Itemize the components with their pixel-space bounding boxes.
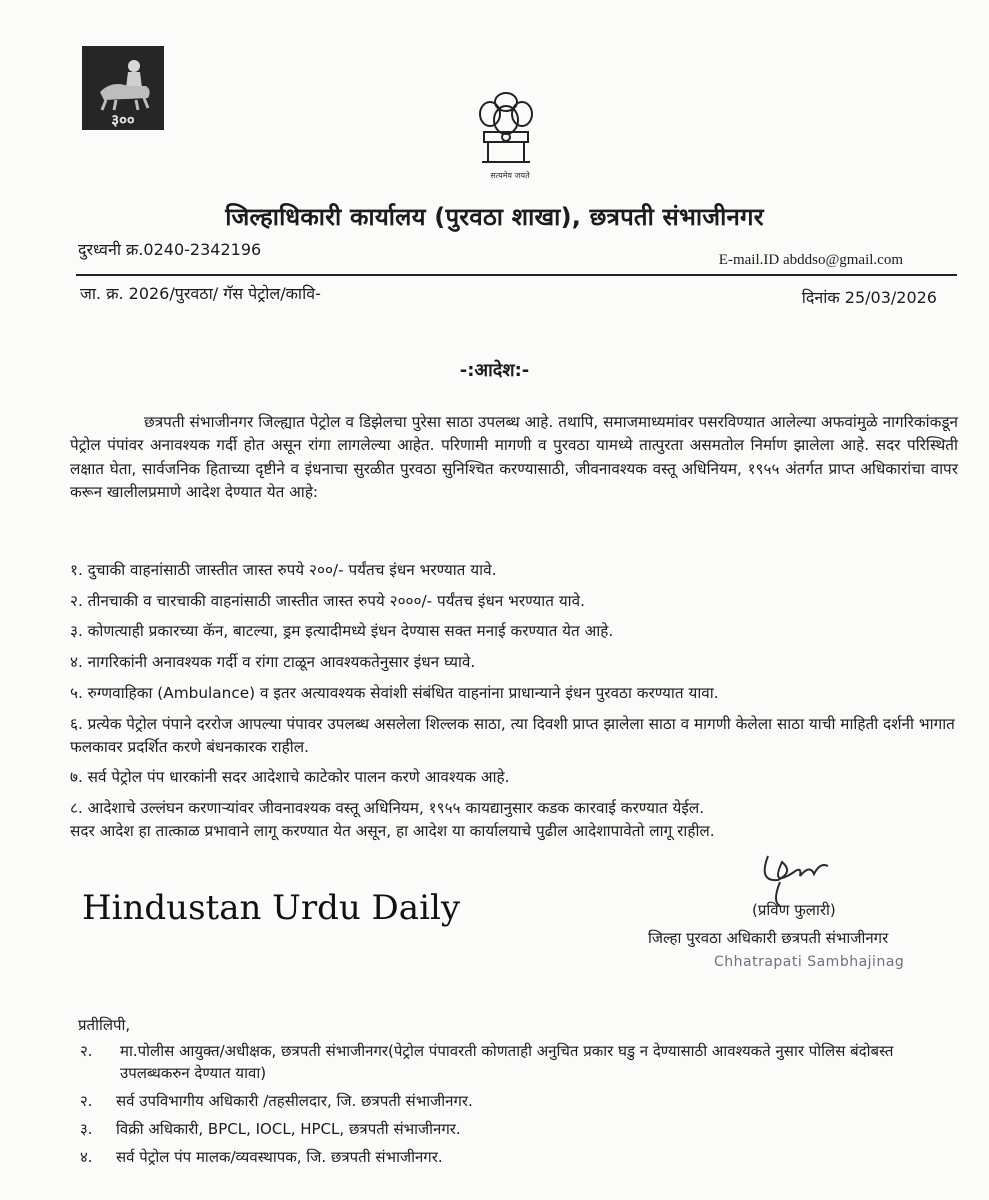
order-intro-paragraph: छत्रपती संभाजीनगर जिल्ह्यात पेट्रोल व डिझेलचा पुरेसा साठा उपलब्ध आहे. तथापि, समाजमाध्यमांवर पसरविण्यात आलेल्या अफवांमुळे नागरिकांकडून पेट्रोल पंपांवर अनावश्यक गर्दी होत असून रांगा लागलेल्या आहेत. परिणामी मागणी व पुरवठा यामध्ये तात्पुरता असमतोल निर्माण झालेला आहे. सदर परिस्थिती लक्षात घेता, सार्वजनिक हिताच्या दृष्टीने व इंधनाचा सुरळीत पुरवठा सुनिश्चित करण्यासाठी, जीवनावश्यक वस्तू अधिनियम, १९५५ अंतर्गत प्राप्त अधिकारांचा वापर करून खालीलप्रमाणे आदेश देण्यात येत आहे: [70, 413, 958, 501]
copy-to-item-number: ४. [80, 1148, 93, 1166]
order-item: ५. रुग्णवाहिका (Ambulance) व इतर अत्यावश्यक सेवांशी संबंधित वाहनांना प्राधान्याने इंधन पुरवठा करण्यात यावा. [70, 683, 719, 702]
email-id: E-mail.ID abddso@gmail.com [718, 252, 903, 268]
logo-text: ३०० [111, 111, 135, 129]
signatory-name: (प्रविण फुलारी) [752, 901, 836, 919]
copy-to-item-number: २. [80, 1092, 93, 1110]
order-item: ६. प्रत्येक पेट्रोल पंपाने दररोज आपल्या पंपावर उपलब्ध असलेला शिल्लक साठा, त्या दिवशी प्राप्त झालेला साठा व मागणी केलेला साठा याची माहिती दर्शनी भागात फलकावर प्रदर्शित करणे बंधनकारक राहील. [70, 714, 955, 756]
phone-number: दुरध्वनी क्र.0240-2342196 [78, 240, 262, 259]
order-items-list [70, 559, 958, 828]
copy-to-item [80, 1146, 960, 1168]
copy-to-item-text: मा.पोलीस आयुक्त/अधीक्षक, छत्रपती संभाजीनगर(पेट्रोल पंपावरती कोणताही अनुचित प्रकार घडु न देण्यासाठी आवश्यकते नुसार पोलिस बंदोबस्त उपलब्धकरुन देण्यात यावा) [120, 1042, 894, 1082]
order-item: २. तीनचाकी व चारचाकी वाहनांसाठी जास्तीत जास्त रुपये २०००/- पर्यंतच इंधन भरण्यात यावे. [70, 591, 586, 610]
order-heading: -:आदेश:- [459, 360, 530, 381]
order-item: ३. कोणत्याही प्रकारच्या कॅन, बाटल्या, ड्रम इत्यादीमध्ये इंधन देण्यास सक्त मनाई करण्यात येत आहे. [70, 622, 614, 641]
stamp-text: Chhatrapati Sambhajinag [714, 954, 905, 970]
order-date: दिनांक 25/03/2026 [801, 288, 937, 307]
copy-to-item-number: ३. [80, 1120, 93, 1138]
order-item: ४. नागरिकांनी अनावश्यक गर्दी व रांगा टाळून आवश्यकतेनुसार इंधन घ्यावे. [70, 653, 476, 672]
office-title: जिल्हाधिकारी कार्यालय (पुरवठा शाखा), छत्रपती संभाजीनगर [225, 203, 764, 231]
copy-to-item-text: सर्व उपविभागीय अधिकारी /तहसीलदार, जि. छत्रपती संभाजीनगर. [116, 1092, 473, 1110]
newspaper-watermark: Hindustan Urdu Daily [82, 888, 461, 928]
order-item: १. दुचाकी वाहनांसाठी जास्तीत जास्त रुपये २००/- पर्यंतच इंधन भरण्यात यावे. [70, 561, 497, 579]
copy-to-list [80, 1040, 960, 1174]
copy-to-item-text: सर्व पेट्रोल पंप मालक/व्यवस्थापक, जि. छत्रपती संभाजीनगर. [116, 1148, 443, 1166]
closing-statement: सदर आदेश हा तात्काळ प्रभावाने लागू करण्यात येत असून, हा आदेश या कार्यालयाचे पुढील आदेशापावेतो लागू राहील. [70, 822, 715, 840]
commemorative-logo [82, 46, 164, 130]
emblem-caption: सत्यमेव जयते [490, 171, 530, 180]
copy-to-heading: प्रतीलिपी, [78, 1016, 131, 1034]
copy-to-item-number: २. [80, 1042, 93, 1060]
order-item: ८. आदेशाचे उल्लंघन करणाऱ्यांवर जीवनावश्यक वस्तू अधिनियम, १९५५ कायद्यानुसार कडक कारवाई करण्यात येईल. [70, 799, 705, 818]
copy-to-item [80, 1040, 960, 1084]
copy-to-item [80, 1090, 960, 1112]
order-item: ७. सर्व पेट्रोल पंप धारकांनी सदर आदेशाचे काटेकोर पालन करणे आवश्यक आहे. [70, 768, 510, 787]
reference-number: जा. क्र. 2026/पुरवठा/ गॅस पेट्रोल/कावि- [80, 284, 321, 303]
horse-rider-logo-icon [82, 46, 164, 130]
signatory-title: जिल्हा पुरवठा अधिकारी छत्रपती संभाजीनगर [648, 929, 889, 947]
copy-to-item-text: विक्री अधिकारी, BPCL, IOCL, HPCL, छत्रपती संभाजीनगर. [116, 1120, 461, 1138]
copy-to-item [80, 1118, 960, 1140]
header-divider [76, 274, 957, 276]
